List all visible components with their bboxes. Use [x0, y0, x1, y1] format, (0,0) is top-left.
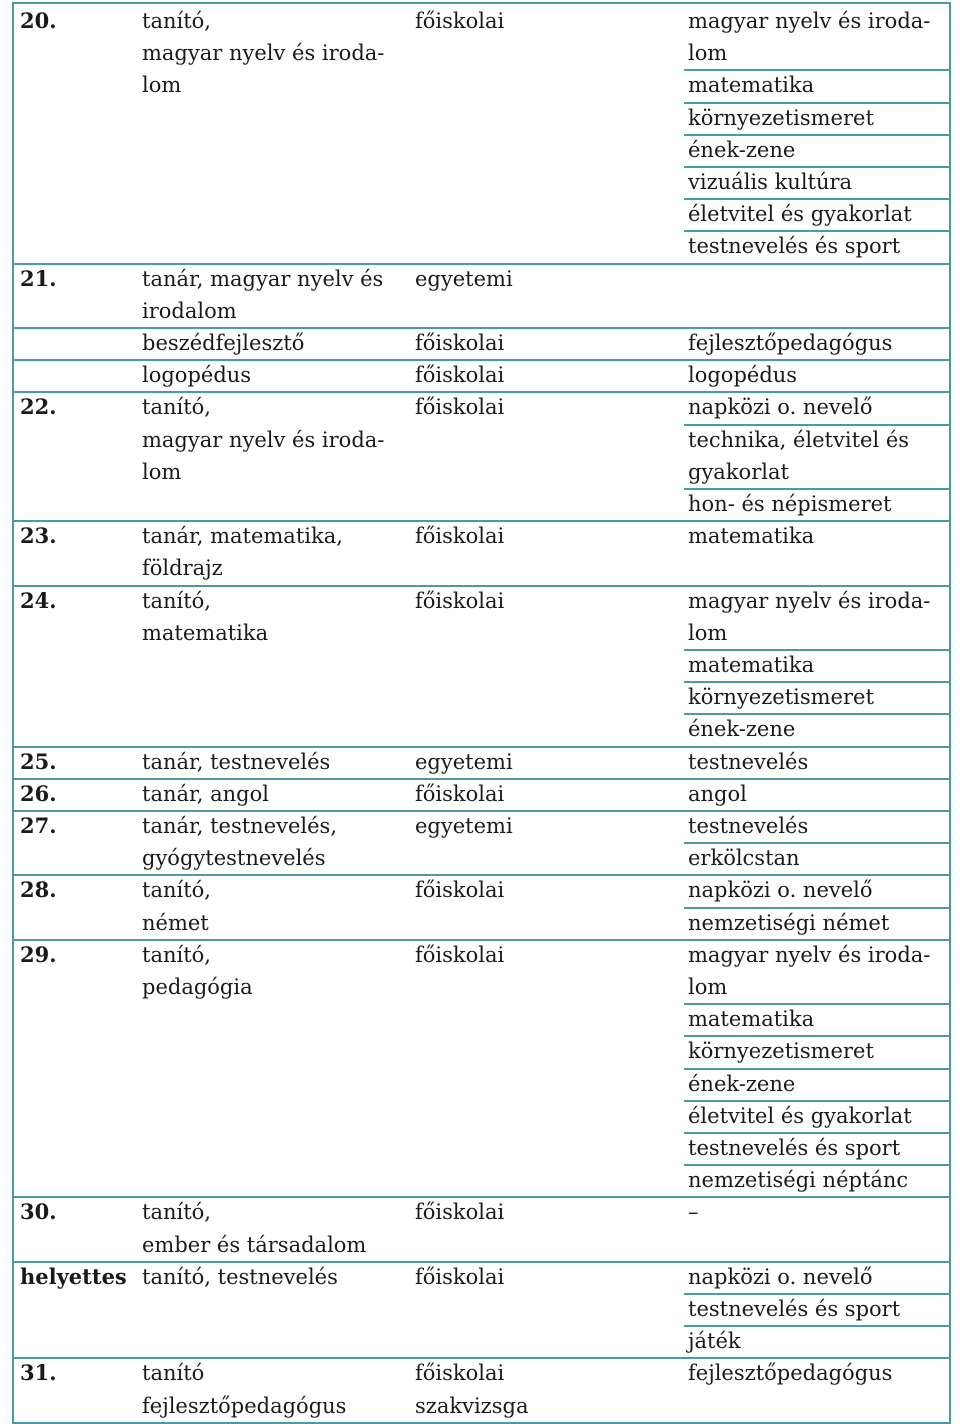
subject-cell: testnevelés: [688, 814, 809, 838]
position-cell: magyar nyelv és iroda-: [142, 41, 385, 66]
subject-cell: matematika: [688, 653, 815, 677]
education-level-cell: szakvizsga: [415, 1393, 529, 1418]
row-number: 25.: [20, 748, 57, 774]
subject-cell: hon- és népismeret: [688, 492, 892, 516]
education-level-cell: egyetemi: [415, 749, 513, 774]
position-cell: tanító,: [142, 588, 211, 613]
position-cell: tanár, matematika,: [142, 524, 343, 549]
subject-cell: környezetismeret: [688, 105, 874, 130]
position-cell: lom: [142, 459, 182, 484]
row-number: 27.: [20, 813, 57, 838]
subject-cell: logopédus: [688, 363, 798, 388]
table-left-border: [12, 2, 14, 1424]
subject-cell: ének-zene: [688, 1071, 796, 1096]
position-cell: magyar nyelv és iroda-: [142, 427, 385, 452]
education-level-cell: főiskolai: [415, 1264, 505, 1289]
row-number: 30.: [20, 1199, 57, 1225]
subject-cell: magyar nyelv és iroda-: [688, 588, 931, 613]
position-cell: gyógytestnevelés: [142, 846, 326, 871]
subject-cell: lom: [688, 41, 728, 66]
row-number: helyettes: [20, 1263, 127, 1289]
education-level-cell: főiskolai: [415, 395, 505, 420]
education-level-cell: főiskolai: [415, 1200, 505, 1225]
education-level-cell: főiskolai: [415, 781, 505, 806]
position-cell: német: [142, 910, 209, 935]
position-cell: tanító, testnevelés: [142, 1264, 338, 1289]
subject-cell: napközi o. nevelő: [688, 1264, 873, 1289]
position-cell: beszédfejlesztő: [142, 331, 305, 355]
subject-cell: ének-zene: [688, 717, 796, 742]
row-number: 28.: [20, 877, 57, 903]
row-number: 21.: [20, 265, 57, 291]
position-cell: tanító: [142, 1361, 205, 1386]
subject-cell: nemzetiségi néptánc: [688, 1168, 909, 1193]
position-cell: tanár, magyar nyelv és: [142, 266, 384, 291]
subject-cell: játék: [688, 1329, 741, 1354]
education-level-cell: egyetemi: [415, 814, 513, 838]
subject-cell: gyakorlat: [688, 459, 789, 484]
row-number: 24.: [20, 587, 57, 613]
subject-cell: életvitel és gyakorlat: [688, 202, 912, 227]
education-level-cell: egyetemi: [415, 266, 513, 291]
table-top-border: [12, 2, 951, 4]
subject-cell: magyar nyelv és iroda-: [688, 942, 931, 967]
subject-cell: lom: [688, 975, 728, 999]
position-cell: földrajz: [142, 556, 223, 581]
row-number: 23.: [20, 523, 57, 549]
position-cell: lom: [142, 73, 182, 98]
position-cell: tanító,: [142, 9, 211, 33]
position-cell: irodalom: [142, 298, 237, 323]
subject-cell: matematika: [688, 524, 815, 549]
subject-cell: –: [688, 1200, 699, 1225]
subject-cell: testnevelés és sport: [688, 1297, 901, 1321]
education-level-cell: főiskolai: [415, 942, 505, 967]
subject-cell: testnevelés: [688, 749, 809, 774]
subject-cell: fejlesztőpedagógus: [688, 331, 893, 355]
position-cell: tanár, angol: [142, 781, 269, 806]
row-separator: [12, 1422, 951, 1424]
position-cell: matematika: [142, 620, 269, 645]
education-level-cell: főiskolai: [415, 331, 505, 355]
subject-cell: környezetismeret: [688, 685, 874, 710]
row-number: 31.: [20, 1360, 57, 1386]
subject-cell: testnevelés és sport: [688, 234, 901, 259]
subject-cell: nemzetiségi német: [688, 910, 890, 935]
education-level-cell: főiskolai: [415, 524, 505, 549]
subject-cell: életvitel és gyakorlat: [688, 1103, 912, 1128]
subject-cell: matematika: [688, 1007, 815, 1032]
row-number: 22.: [20, 394, 57, 420]
subject-cell: matematika: [688, 73, 815, 98]
subject-cell: környezetismeret: [688, 1039, 874, 1064]
subject-cell: fejlesztőpedagógus: [688, 1361, 893, 1386]
subject-cell: napközi o. nevelő: [688, 395, 873, 420]
subject-cell: ének-zene: [688, 137, 796, 162]
position-cell: tanító,: [142, 395, 211, 420]
subject-cell: lom: [688, 620, 728, 645]
position-cell: tanító,: [142, 942, 211, 967]
position-cell: tanító,: [142, 878, 211, 903]
position-cell: tanító,: [142, 1200, 211, 1225]
position-cell: pedagógia: [142, 975, 253, 999]
subject-cell: erkölcstan: [688, 846, 800, 871]
subject-cell: napközi o. nevelő: [688, 878, 873, 903]
row-number: 29.: [20, 941, 57, 967]
education-level-cell: főiskolai: [415, 1361, 505, 1386]
position-cell: ember és társadalom: [142, 1232, 367, 1257]
education-level-cell: főiskolai: [415, 9, 505, 33]
subject-cell: vizuális kultúra: [688, 170, 853, 194]
education-level-cell: főiskolai: [415, 363, 505, 388]
table-right-border: [949, 2, 951, 1424]
position-cell: fejlesztőpedagógus: [142, 1393, 347, 1418]
education-level-cell: főiskolai: [415, 878, 505, 903]
position-cell: logopédus: [142, 363, 252, 388]
subject-cell: testnevelés és sport: [688, 1136, 901, 1160]
row-number: 20.: [20, 8, 57, 33]
education-level-cell: főiskolai: [415, 588, 505, 613]
subject-cell: technika, életvitel és: [688, 427, 910, 452]
row-number: 26.: [20, 780, 57, 806]
position-cell: tanár, testnevelés,: [142, 814, 338, 838]
position-cell: tanár, testnevelés: [142, 749, 331, 774]
subject-cell: magyar nyelv és iroda-: [688, 9, 931, 33]
subject-cell: angol: [688, 781, 747, 806]
